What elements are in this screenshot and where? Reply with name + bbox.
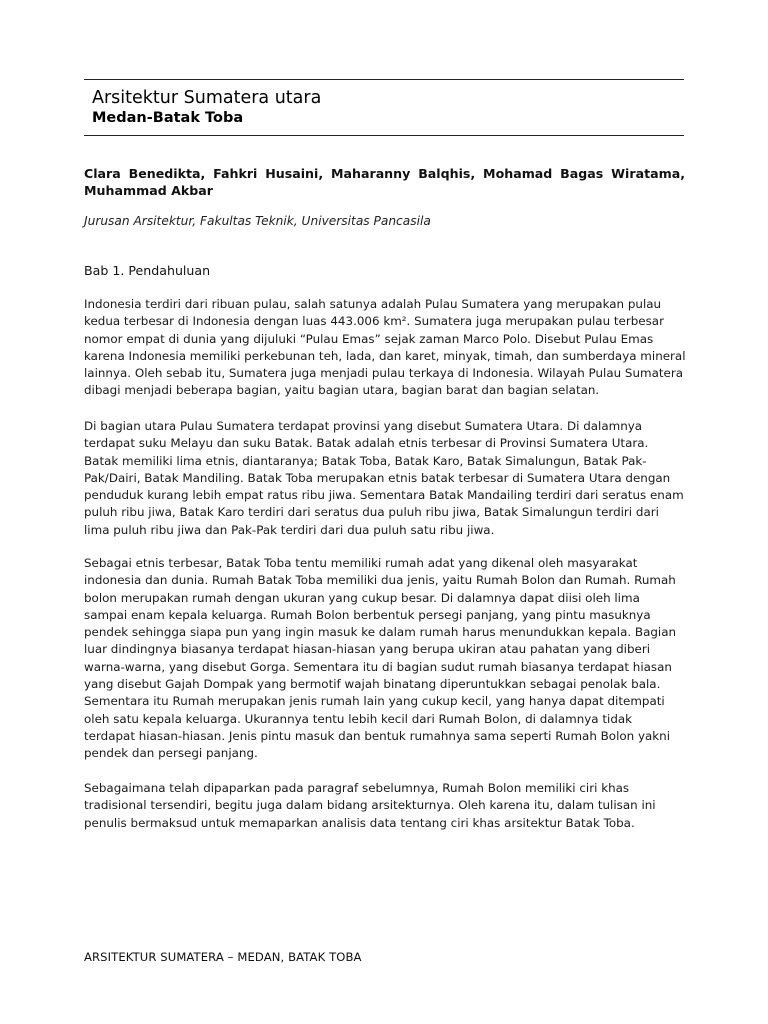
paragraph-1: Indonesia terdiri dari ribuan pulau, salah satunya adalah Pulau Sumatera yang merupakan pulau kedua terbesar di Indonesia dengan luas 443.006 km². Sumatera juga merupakan pulau terbesar nomor empat di dunia yang dijuluki “Pulau Emas” sejak zaman Marco Polo. Disebut Pulau Emas karena Indonesia memiliki perkebunan teh, lada, dan karet, minyak, timah, dan sumberdaya mineral lainnya. Oleh sebab itu, Sumatera juga menjadi pulau terkaya di Indonesia. Wilayah Pulau Sumatera dibagi menjadi beberapa bagian, yaitu bagian utara, bagian barat dan bagian selatan. <box>84 297 686 398</box>
page-footer: ARSITEKTUR SUMATERA – MEDAN, BATAK TOBA <box>84 950 362 964</box>
affiliation: Jurusan Arsitektur, Fakultas Teknik, Universitas Pancasila <box>84 214 431 228</box>
author-list: Clara Benedikta, Fahkri Husaini, Maharanny Balqhis, Mohamad Bagas Wiratama, Muhammad Akbar <box>84 166 685 198</box>
paragraph-3: Sebagai etnis terbesar, Batak Toba tentu memiliki rumah adat yang dikenal oleh masyarakat indonesia dan dunia. Rumah Batak Toba memiliki dua jenis, yaitu Rumah Bolon dan Rumah. Rumah bolon merupakan rumah dengan ukuran yang cukup besar. Di dalamnya dapat diisi oleh lima sampai enam kepala keluarga. Rumah Bolon berbentuk persegi panjang, yang pintu masuknya pendek sehingga siapa pun yang ingin masuk ke dalam rumah harus menundukkan kepala. Bagian luar dindingnya biasanya terdapat hiasan-hiasan yang berupa ukiran atau pahatan yang diberi warna-warna, yang disebut Gorga. Sementara itu di bagian sudut rumah biasanya terdapat hiasan yang disebut Gajah Dompak yang bermotif wajah binatang diperuntukkan sebagai penolak bala. Sementara itu Rumah merupakan jenis rumah lain yang cukup kecil, yang hanya dapat ditempati oleh satu kepala keluarga. Ukurannya tentu lebih kecil dari Rumah Bolon, di dalamnya tidak terdapat hiasan-hiasan. Jenis pintu masuk dan bentuk rumahnya sama seperti Rumah Bolon yakni pendek dan persegi panjang. <box>84 556 677 761</box>
bottom-rule <box>84 135 684 136</box>
document-title: Arsitektur Sumatera utara <box>92 88 322 108</box>
paragraph-2: Di bagian utara Pulau Sumatera terdapat provinsi yang disebut Sumatera Utara. Di dalamnya terdapat suku Melayu dan suku Batak. Batak adalah etnis terbesar di Provinsi Sumatera Utara. Batak memiliki lima etnis, diantaranya; Batak Toba, Batak Karo, Batak Simalungun, Batak Pak-Pak/Dairi, Batak Mandiling. Batak Toba merupakan etnis batak terbesar di Sumatera Utara dengan penduduk kurang lebih empat ratus ribu jiwa. Sementara Batak Mandailing terdiri dari seratus enam puluh ribu jiwa, Batak Karo terdiri dari seratus dua puluh ribu jiwa, Batak Simalungun terdiri dari lima puluh ribu jiwa dan Pak-Pak terdiri dari dua puluh satu ribu jiwa. <box>84 419 684 537</box>
paragraph-4: Sebagaimana telah dipaparkan pada paragraf sebelumnya, Rumah Bolon memiliki ciri khas tradisional tersendiri, begitu juga dalam bidang arsitekturnya. Oleh karena itu, dalam tulisan ini penulis bermaksud untuk memaparkan analisis data tentang ciri khas arsitektur Batak Toba. <box>84 781 656 830</box>
section-heading: Bab 1. Pendahuluan <box>84 263 211 278</box>
document-subtitle: Medan-Batak Toba <box>92 110 244 126</box>
top-rule <box>84 79 684 80</box>
